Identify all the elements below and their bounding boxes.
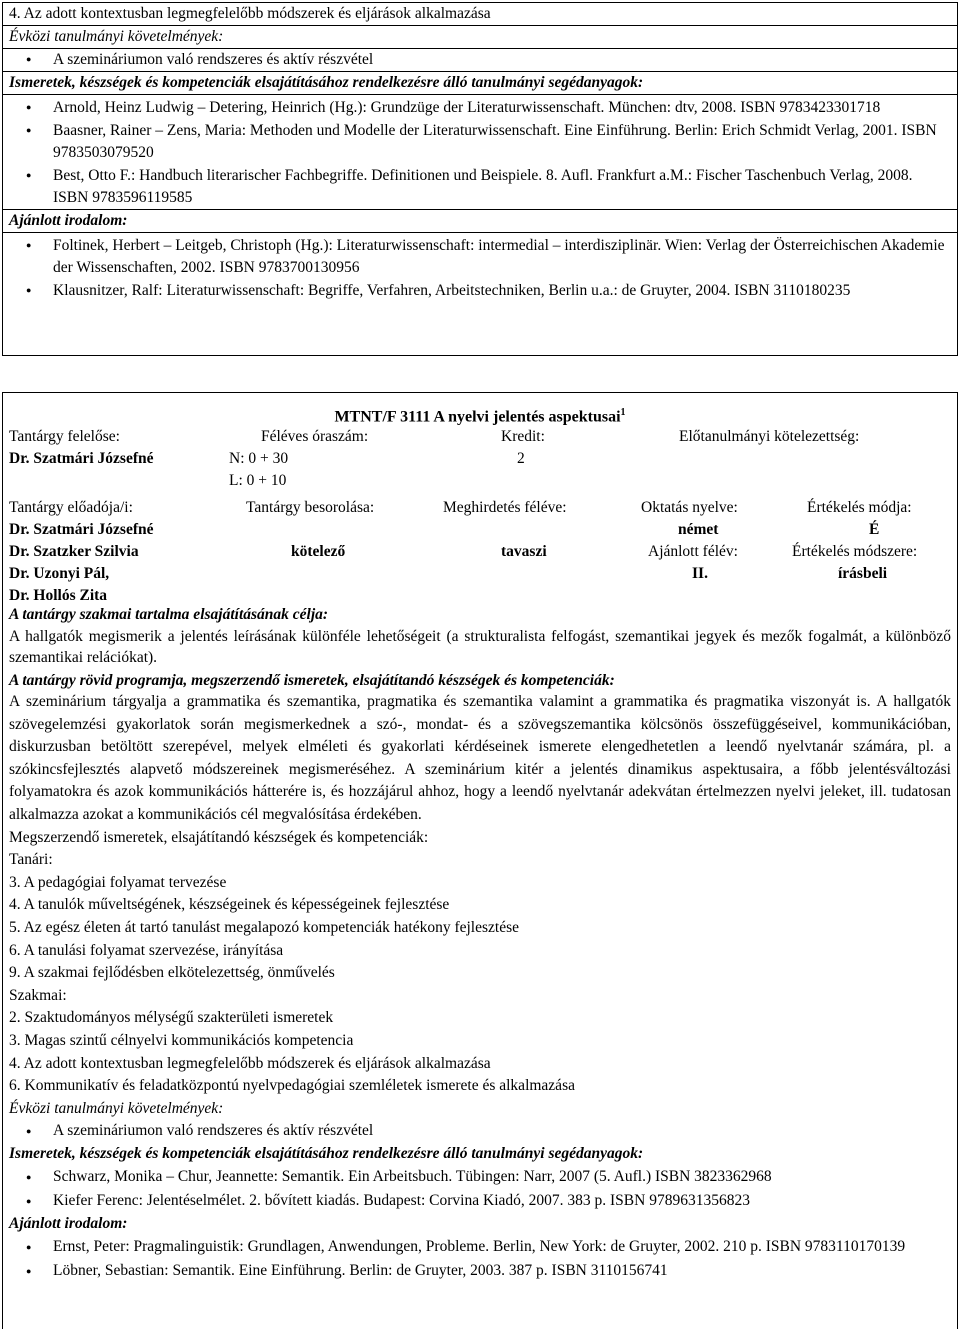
course-info-grid [3,424,957,604]
list-item: ● Baasner, Rainer ‒ Zens, Maria: Methoden und Modelle der Literaturwissenschaft. Eine Einführung. Berlin: Erich Schmidt Verlag, 2001. ISBN 9783503079520 [3,120,957,163]
list-item: ● A szemináriumon való rendszeres és aktív részvétel [3,1120,957,1143]
list-item: ● A szemináriumon való rendszeres és aktív részvétel [3,49,957,71]
credit-value: 2 [517,450,525,467]
evaluation-method-label: Értékelés módszere: [792,543,918,560]
lecturers-label: Tantárgy előadója/i: [9,499,133,516]
hours-n: N: 0 + 30 [229,450,289,467]
materials-label: Ismeretek, készségek és kompetenciák elsajátításához rendelkezésre álló tanulmányi segédanyagok: [3,72,957,95]
evaluation-value: É [869,521,880,538]
teacher-item: 5. Az egész életen át tartó tanulást megalapozó kompetenciák hatékony fejlesztése [9,918,519,936]
professional-item: 6. Kommunikatív és feladatközpontú nyelvpedagógiai szemléletek ismerete és alkalmazása [9,1077,575,1095]
list-item: ● Ernst, Peter: Pragmalinguistik: Grundlagen, Anwendungen, Probleme. Berlin, New York: de Gruyter, 2002. 210 p. ISBN 9783110170139 [3,1236,957,1258]
prerequisite-label: Előtanulmányi kötelezettség: [679,428,860,445]
recommended-label: Ajánlott irodalom: [9,1215,128,1233]
language-value: német [678,521,719,538]
requirements-label: Évközi tanulmányi követelmények: [9,1099,224,1117]
list-item: ● Arnold, Heinz Ludwig ‒ Detering, Heinrich (Hg.): Grundzüge der Literaturwissenschaft. München: dtv, 2008. ISBN 9783423301718 [3,97,957,119]
lecturer-1: Dr. Szatmári Józsefné [9,521,154,538]
professional-item: 4. Az adott kontextusban legmegfelelőbb módszerek és eljárások alkalmazása [9,1054,491,1072]
goal-text: A hallgatók megismerik a jelentés leírásának különféle lehetőségeit (a strukturalista felfogást, szemantikai jegyek és mezők fogalmát, a különböző szemantikai relációkat). [9,627,951,666]
credit-label: Kredit: [501,428,545,445]
recommended-semester-value: II. [692,565,708,582]
competence-heading: 4. Az adott kontextusban legmegfelelőbb módszerek és eljárások alkalmazása [3,3,957,26]
course-body [3,604,957,1282]
semester-value: tavaszi [501,543,547,560]
list-item: ● Schwarz, Monika ‒ Chur, Jeannette: Semantik. Ein Arbeitsbuch. Tübingen: Narr, 2007 (5. Aufl.) ISBN 3823362968 [3,1165,957,1189]
materials-list [3,95,957,211]
program-label: A tantárgy rövid programja, megszerzendő ismeretek, elsajátítandó készségek és kompetenciák: [9,671,615,689]
teacher-item: 6. A tanulási folyamat szervezése, irányítása [9,941,284,959]
hours-l: L: 0 + 10 [229,472,287,489]
requirements-list [3,49,957,72]
professional-item: 2. Szaktudományos mélységű szakterületi ismeretek [9,1009,334,1027]
classification-label: Tantárgy besorolása: [246,499,375,516]
professional-item: 3. Magas szintű célnyelvi kommunikációs kompetencia [9,1031,354,1049]
evaluation-method-value: írásbeli [838,565,888,582]
list-item: ● Foltinek, Herbert ‒ Leitgeb, Christoph (Hg.): Literaturwissenschaft: intermedial ‒ interdisziplinär. Wien: Verlag der Österreichischen Akademie der Wissenschaften, 2002. ISBN 9783700130956 [3,235,957,278]
lecturer-4: Dr. Hollós Zita [9,587,108,604]
competences-label: Megszerzendő ismeretek, elsajátítandó készségek és kompetenciák: [9,828,429,846]
lecturer-2: Dr. Szatzker Szilvia [9,543,139,560]
recommended-label: Ajánlott irodalom: [3,210,957,233]
materials-label: Ismeretek, készségek és kompetenciák elsajátításához rendelkezésre álló tanulmányi segédanyagok: [9,1144,644,1162]
requirements-list [3,1120,957,1143]
recommended-semester-label: Ajánlott félév: [648,543,738,560]
classification-value: kötelező [291,543,346,560]
teacher-item: 3. A pedagógiai folyamat tervezése [9,873,227,891]
recommended-list [3,1236,957,1282]
evaluation-label: Értékelés módja: [807,499,912,516]
professional-label: Szakmai: [9,986,67,1004]
hours-label: Féléves óraszám: [261,428,369,445]
materials-list [3,1165,957,1213]
lecturer-3: Dr. Uzonyi Pál, [9,565,110,582]
previous-course-section [2,2,958,356]
list-item: ● Kiefer Ferenc: Jelentéselmélet. 2. bővített kiadás. Budapest: Corvina Kiadó, 2007. 383 p. ISBN 9789631356823 [3,1189,957,1213]
teacher-label: Tanári: [9,851,53,869]
responsible-value: Dr. Szatmári Józsefné [9,450,154,467]
teacher-item: 4. A tanulók műveltségének, készségeinek és képességeinek fejlesztése [9,896,450,914]
requirements-label: Évközi tanulmányi követelmények: [3,26,957,49]
footnote-marker: 1 [620,407,626,418]
teacher-item: 9. A szakmai fejlődésben elkötelezettség, önművelés [9,964,335,982]
responsible-label: Tantárgy felelőse: [9,428,120,445]
goal-label: A tantárgy szakmai tartalma elsajátításának célja: [9,606,329,623]
semester-label: Meghirdetés féléve: [443,499,567,516]
language-label: Oktatás nyelve: [641,499,738,516]
program-text: A szeminárium tárgyalja a grammatika és szemantika, pragmatika és szemantika valamint a grammatika és pragmatika viszonyát is. A hallgatók szövegelemzési gyakorlatok során megismerkednek a szó-, mondat- és a szövegszemantika kölcsönös összefüggéseivel, kommunikációban, diskurzusban betöltött szerepével, melyek elméleti és gyakorlati kérdéseinek ismerete elengedhetetlen a leendő nyelvtanár számára, pl. a szókincsfejlesztés alapvető módszereinek megismeréséhez. A szeminárium kitér a jelentés dinamikus aspektusaira, a főbb jelentésváltozási folyamatokra és azok kommunikációs hátterére is, és hozzájárul ahhoz, hogy a leendő nyelvtanár adekvátan értelmezzen nyelvi jeleket, ill. tudatosan alkalmazza azokat a kommunikációs cél megvalósítása érdekében. [9,693,951,823]
list-item: ● Klausnitzer, Ralf: Literaturwissenschaft: Begriffe, Verfahren, Arbeitstechniken, Berlin u.a.: de Gruyter, 2004. ISBN 3110180235 [3,280,957,302]
course-title: MTNT/F 3111 A nyelvi jelentés aspektusai$^1$ [334,407,626,426]
list-item: ● Löbner, Sebastian: Semantik. Eine Einführung. Berlin: de Gruyter, 2003. 387 p. ISBN 3110156741 [3,1260,957,1282]
course-section [2,392,958,1329]
list-item: ● Best, Otto F.: Handbuch literarischer Fachbegriffe. Definitionen und Beispiele. 8. Aufl. Frankfurt a.M.: Fischer Taschenbuch Verlag, 2008. ISBN 9783596119585 [3,165,957,208]
recommended-list [3,233,957,302]
